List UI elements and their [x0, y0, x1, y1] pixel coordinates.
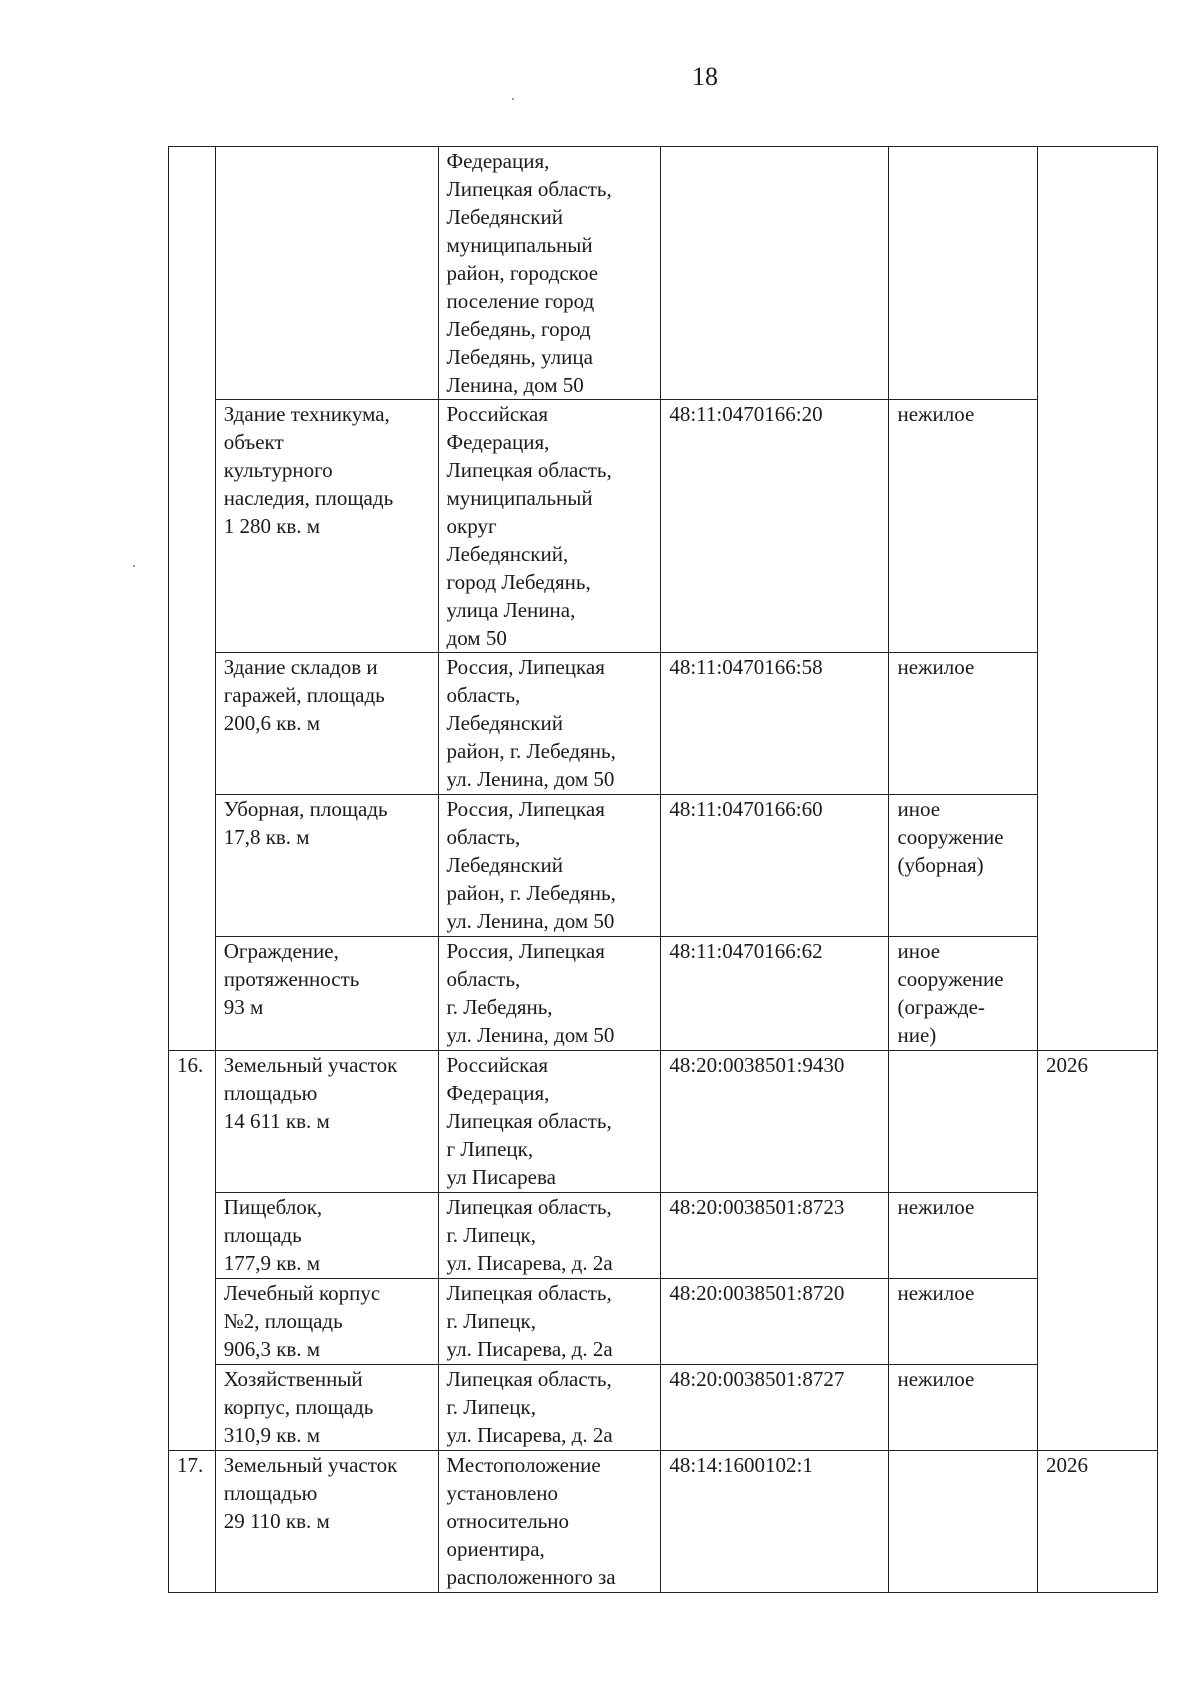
cell-cadastral-number: 48:11:0470166:20: [661, 400, 889, 653]
table-row: [169, 1193, 1158, 1279]
cell-number: 17.: [169, 1451, 216, 1593]
cell-number: 16.: [169, 1051, 216, 1451]
table-row: [169, 653, 1158, 795]
cell-address: Россия, Липецкая область, Лебедянский район, г. Лебедянь, ул. Ленина, дом 50: [438, 795, 661, 937]
cell-object-name: Пищеблок, площадь 177,9 кв. м: [215, 1193, 438, 1279]
cell-address: Российская Федерация, Липецкая область, г Липецк, ул Писарева: [438, 1051, 661, 1193]
scan-speck: [133, 565, 135, 567]
table-row: [169, 400, 1158, 653]
cell-cadastral-number: 48:11:0470166:62: [661, 937, 889, 1051]
cell-object-type: [889, 147, 1038, 400]
cell-cadastral-number: 48:20:0038501:8727: [661, 1365, 889, 1451]
cell-object-name: Здание техникума, объект культурного наследия, площадь 1 280 кв. м: [215, 400, 438, 653]
cell-address: Липецкая область, г. Липецк, ул. Писарева, д. 2а: [438, 1193, 661, 1279]
cell-cadastral-number: 48:11:0470166:60: [661, 795, 889, 937]
table-row: [169, 1051, 1158, 1193]
cell-cadastral-number: 48:14:1600102:1: [661, 1451, 889, 1593]
cell-object-name: Ограждение, протяженность 93 м: [215, 937, 438, 1051]
cell-object-type: иное сооружение (уборная): [889, 795, 1038, 937]
table-row: [169, 1365, 1158, 1451]
page-number-text: 18: [692, 62, 718, 91]
property-table: [168, 146, 1158, 1593]
cell-year: 2026: [1038, 1451, 1158, 1593]
cell-address: Российская Федерация, Липецкая область, муниципальный округ Лебедянский, город Лебедянь, улица Ленина, дом 50: [438, 400, 661, 653]
cell-object-type: нежилое: [889, 1193, 1038, 1279]
cell-address: Липецкая область, г. Липецк, ул. Писарева, д. 2а: [438, 1279, 661, 1365]
table-row: [169, 1279, 1158, 1365]
cell-cadastral-number: 48:20:0038501:9430: [661, 1051, 889, 1193]
cell-address: Местоположение установлено относительно ориентира, расположенного за: [438, 1451, 661, 1593]
cell-object-type: нежилое: [889, 1279, 1038, 1365]
cell-object-type: иное сооружение (огражде- ние): [889, 937, 1038, 1051]
cell-number: [169, 147, 216, 1051]
cell-year: [1038, 147, 1158, 1051]
cell-cadastral-number: 48:11:0470166:58: [661, 653, 889, 795]
table-row: [169, 795, 1158, 937]
cell-object-name: Земельный участок площадью 14 611 кв. м: [215, 1051, 438, 1193]
cell-cadastral-number: 48:20:0038501:8720: [661, 1279, 889, 1365]
table-row: [169, 1451, 1158, 1593]
cell-cadastral-number: 48:20:0038501:8723: [661, 1193, 889, 1279]
scan-speck: [512, 98, 514, 100]
cell-address: Россия, Липецкая область, Лебедянский район, г. Лебедянь, ул. Ленина, дом 50: [438, 653, 661, 795]
page-number: [0, 62, 1200, 92]
cell-object-type: [889, 1051, 1038, 1193]
cell-object-type: нежилое: [889, 1365, 1038, 1451]
cell-object-type: нежилое: [889, 653, 1038, 795]
table-row: [169, 147, 1158, 400]
cell-object-name: Земельный участок площадью 29 110 кв. м: [215, 1451, 438, 1593]
cell-object-name: Уборная, площадь 17,8 кв. м: [215, 795, 438, 937]
cell-address: Россия, Липецкая область, г. Лебедянь, ул. Ленина, дом 50: [438, 937, 661, 1051]
cell-object-name: Здание складов и гаражей, площадь 200,6 кв. м: [215, 653, 438, 795]
cell-address: Федерация, Липецкая область, Лебедянский муниципальный район, городское поселение город Лебедянь, город Лебедянь, улица Ленина, дом 50: [438, 147, 661, 400]
cell-object-name: Лечебный корпус №2, площадь 906,3 кв. м: [215, 1279, 438, 1365]
cell-object-name: [215, 147, 438, 400]
cell-object-name: Хозяйственный корпус, площадь 310,9 кв. м: [215, 1365, 438, 1451]
cell-address: Липецкая область, г. Липецк, ул. Писарева, д. 2а: [438, 1365, 661, 1451]
cell-cadastral-number: [661, 147, 889, 400]
cell-year: 2026: [1038, 1051, 1158, 1451]
table-row: [169, 937, 1158, 1051]
cell-object-type: нежилое: [889, 400, 1038, 653]
cell-object-type: [889, 1451, 1038, 1593]
